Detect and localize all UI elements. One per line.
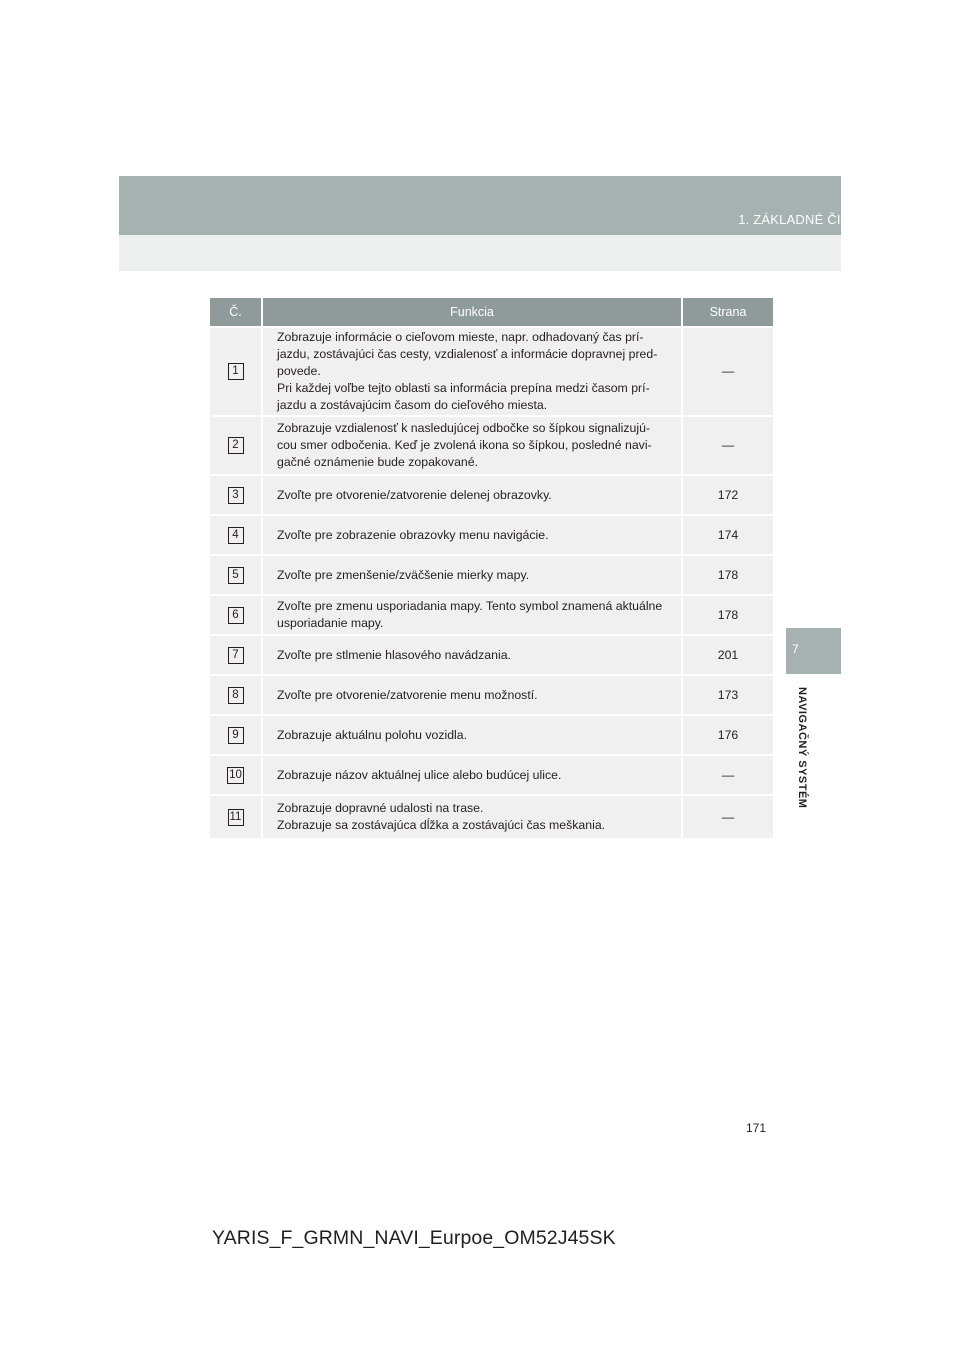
row-number-cell <box>210 635 262 675</box>
function-cell <box>262 327 682 416</box>
function-cell <box>262 715 682 755</box>
row-number: 3 <box>228 487 244 504</box>
function-cell <box>262 416 682 475</box>
row-number: 7 <box>228 647 244 664</box>
row-number: 5 <box>228 567 244 584</box>
row-number: 6 <box>228 607 244 624</box>
function-text-line: Pri každej voľbe tejto oblasti sa informácia prepína medzi časom prí- <box>277 381 650 395</box>
function-text-line: Zobrazuje dopravné udalosti na trase. <box>277 801 484 815</box>
page-number: 171 <box>746 1121 767 1135</box>
function-text-line: Zvoľte pre stlmenie hlasového navádzania. <box>277 647 511 662</box>
function-cell <box>262 475 682 515</box>
document-id: YARIS_F_GRMN_NAVI_Eurpoe_OM52J45SK <box>212 1227 616 1249</box>
function-cell <box>262 515 682 555</box>
page-reference-cell: — <box>682 416 773 475</box>
table-body <box>210 327 773 838</box>
row-number: 11 <box>228 809 244 826</box>
function-cell <box>262 795 682 838</box>
section-title: 1. ZÁKLADNÉ ČINNOSTI <box>738 212 891 227</box>
function-cell <box>262 635 682 675</box>
row-number-cell <box>210 515 262 555</box>
function-text-line: Zvoľte pre zmenu usporiadania mapy. Tento symbol znamená aktuálne <box>277 599 663 613</box>
function-text-line: Zobrazuje aktuálnu polohu vozidla. <box>277 727 468 742</box>
function-cell <box>262 675 682 715</box>
page-reference-cell: 173 <box>682 675 773 715</box>
row-number: 1 <box>228 363 244 380</box>
row-number-cell <box>210 327 262 416</box>
page-reference-cell: 176 <box>682 715 773 755</box>
page-reference-cell: 178 <box>682 555 773 595</box>
page-reference-cell: 172 <box>682 475 773 515</box>
function-text-line: jazdu, zostávajúci čas cesty, vzdialenosť a informácie dopravnej pred- <box>277 347 658 361</box>
function-text-line: Zvoľte pre otvorenie/zatvorenie delenej obrazovky. <box>277 487 552 502</box>
row-number-cell <box>210 595 262 635</box>
row-number: 4 <box>228 527 244 544</box>
function-cell <box>262 755 682 795</box>
function-text-line: Zobrazuje vzdialenosť k nasledujúcej odbočke so šípkou signalizujú- <box>277 421 651 435</box>
row-number-cell <box>210 715 262 755</box>
function-text-line: Zobrazuje názov aktuálnej ulice alebo budúcej ulice. <box>277 767 562 782</box>
table-header-row <box>210 298 773 327</box>
table-row <box>210 635 773 675</box>
function-text-line: jazdu a zostávajúcim časom do cieľového miesta. <box>277 398 548 412</box>
function-text-line: Zobrazuje informácie o cieľovom mieste, napr. odhadovaný čas prí- <box>277 330 644 344</box>
chapter-label: NAVIGAČNÝ SYSTÉM <box>796 687 808 809</box>
page-reference-cell: 178 <box>682 595 773 635</box>
page-reference-cell: 201 <box>682 635 773 675</box>
header-band <box>119 176 841 235</box>
function-text-line: Zvoľte pre zmenšenie/zväčšenie mierky mapy. <box>277 567 530 582</box>
column-header-function: Funkcia <box>262 298 682 327</box>
function-text-line: Zobrazuje sa zostávajúca dĺžka a zostávajúci čas meškania. <box>277 818 606 832</box>
row-number-cell <box>210 475 262 515</box>
row-number: 2 <box>228 437 244 454</box>
row-number-cell <box>210 755 262 795</box>
row-number-cell <box>210 795 262 838</box>
table-row <box>210 416 773 475</box>
row-number: 9 <box>228 727 244 744</box>
column-header-page: Strana <box>682 298 773 327</box>
page-reference-cell: — <box>682 755 773 795</box>
function-text-line: cou smer odbočenia. Keď je zvolená ikona so šípkou, posledné navi- <box>277 438 652 452</box>
header-subband <box>119 235 841 271</box>
page-reference-cell: 174 <box>682 515 773 555</box>
function-cell <box>262 595 682 635</box>
table-row <box>210 675 773 715</box>
table-row <box>210 795 773 838</box>
row-number-cell <box>210 416 262 475</box>
page-reference-cell: — <box>682 795 773 838</box>
table-row <box>210 515 773 555</box>
table-row <box>210 327 773 416</box>
function-table <box>210 298 773 838</box>
function-text-line: gačné oznámenie bude zopakované. <box>277 455 479 469</box>
table-row <box>210 715 773 755</box>
function-text-line: usporiadanie mapy. <box>277 616 384 630</box>
row-number: 10 <box>227 767 244 784</box>
table-row <box>210 475 773 515</box>
function-cell <box>262 555 682 595</box>
row-number-cell <box>210 555 262 595</box>
row-number-cell <box>210 675 262 715</box>
table-row <box>210 595 773 635</box>
function-text-line: Zvoľte pre otvorenie/zatvorenie menu možností. <box>277 687 538 702</box>
function-text-line: Zvoľte pre zobrazenie obrazovky menu navigácie. <box>277 527 549 542</box>
row-number: 8 <box>228 687 244 704</box>
page-reference-cell: — <box>682 327 773 416</box>
column-header-number: Č. <box>210 298 262 327</box>
table-row <box>210 755 773 795</box>
chapter-number: 7 <box>792 642 799 656</box>
table-row <box>210 555 773 595</box>
function-text-line: povede. <box>277 364 321 378</box>
